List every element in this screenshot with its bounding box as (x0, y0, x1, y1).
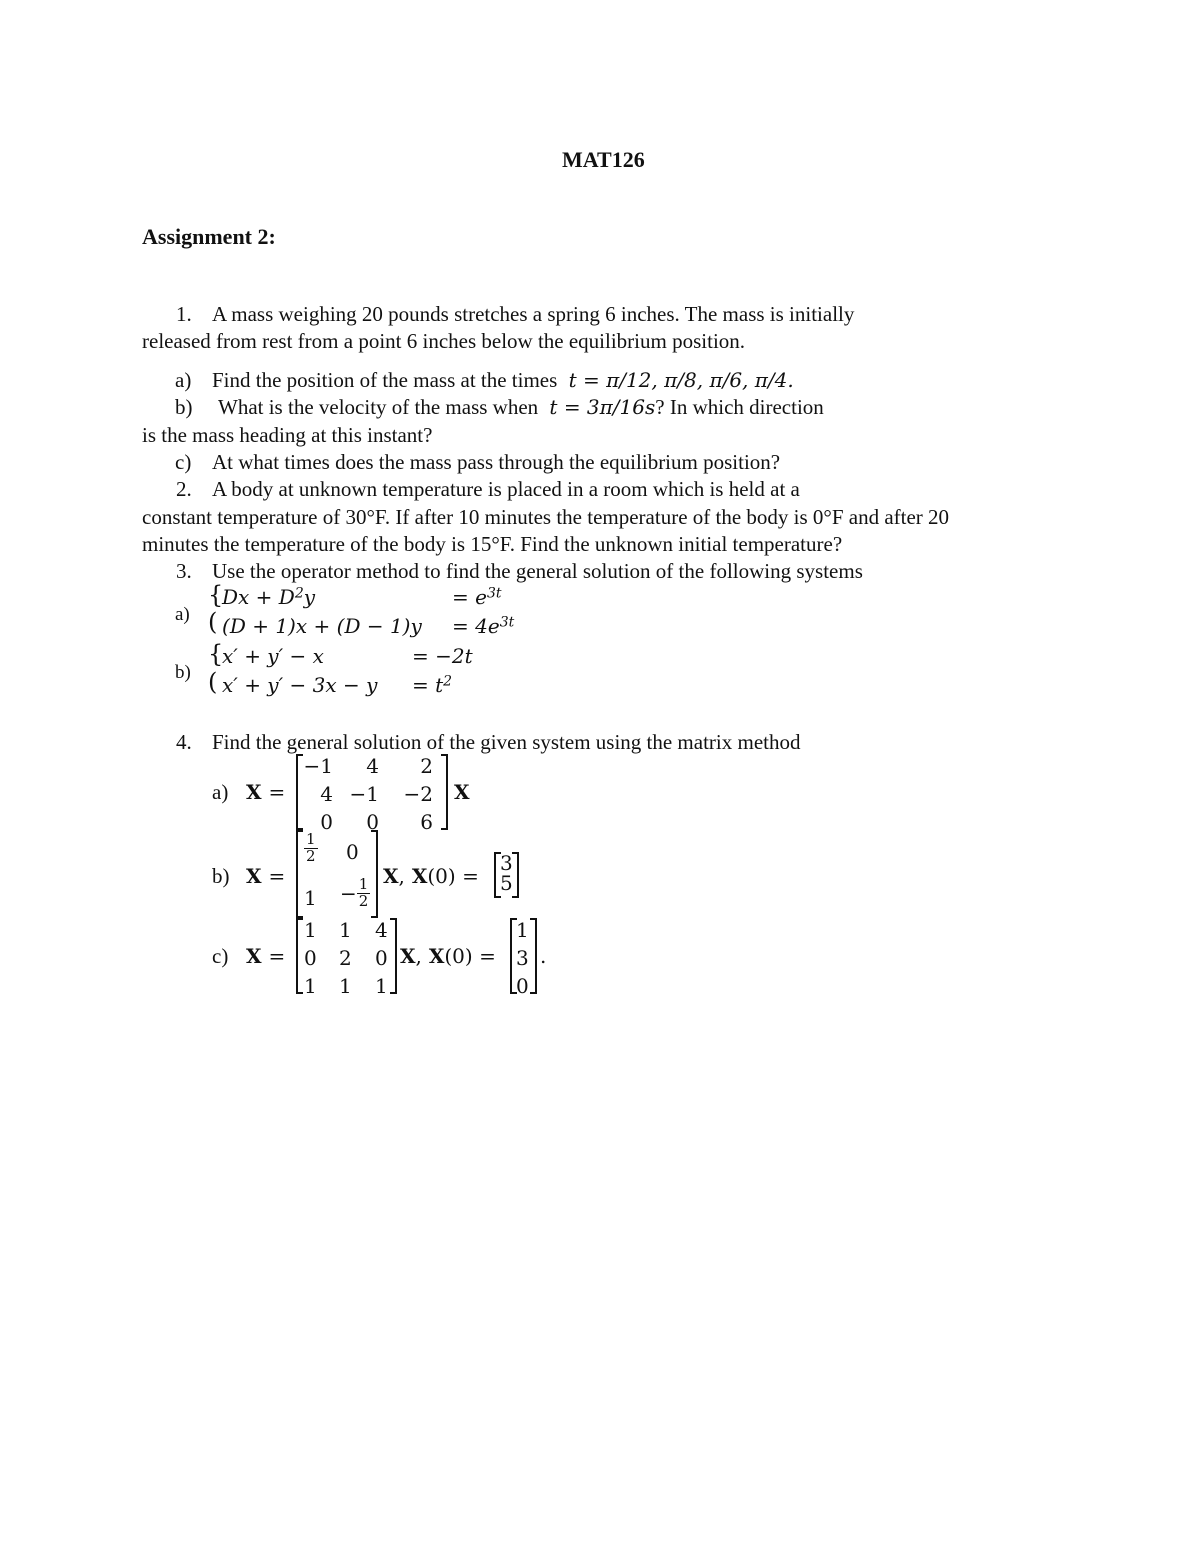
q4b-half-fraction: $\frac{1}{2}$ (306, 830, 316, 865)
q4a-cell-12: 4 (366, 754, 379, 778)
q3a-brace-icon: { (208, 581, 224, 609)
q4c-init-cell-31: 0 (516, 974, 529, 998)
q3a-eq2-lhs: (D + 1)x + (D − 1)y (222, 614, 422, 638)
q4-text: Find the general solution of the given system using the matrix method (212, 730, 801, 754)
q1a-label: a) (175, 368, 192, 392)
q4c-rhs: X, X(0) = (400, 944, 496, 968)
q1-number: 1. (176, 302, 192, 326)
q4c-right-bracket (390, 918, 397, 994)
q4b-init-1: 3 (500, 851, 513, 875)
q1c-label: c) (175, 450, 192, 474)
q4a-cell-31: 0 (320, 810, 333, 834)
q4c-cell-13: 4 (375, 918, 388, 942)
assignment-heading: Assignment 2: (142, 224, 276, 249)
q4a-cell-22: −1 (349, 782, 379, 806)
q3b-eq2-rhs: = $t^2$ (412, 673, 453, 697)
q4c-init-right-bracket (530, 918, 537, 994)
q4b-init-right-bracket (512, 852, 519, 898)
q4c-cell-21: 0 (304, 946, 317, 970)
q3-number: 3. (176, 559, 192, 583)
q4b-cell-21: 1 (304, 886, 317, 910)
q4a-cell-13: 2 (420, 754, 433, 778)
q3b-eq2-lhs: x′ + y′ − 3x − y (222, 673, 378, 697)
q4c-period: . (540, 944, 547, 968)
q4c-left-bracket (296, 918, 303, 994)
q1b-text-tail: ? In which direction (655, 395, 824, 419)
q4c-label: c) (212, 944, 229, 968)
q4c-x-lhs: X = (246, 944, 286, 968)
q4a-cell-23: −2 (403, 782, 433, 806)
q3b-eq1-lhs: x′ + y′ − x (222, 644, 324, 668)
q4b-neg-half-fraction: $\frac{1}{2}$ (358, 875, 369, 910)
q4c-cell-12: 1 (339, 918, 352, 942)
course-title: MAT126 (562, 147, 645, 172)
q2-line2: constant temperature of 30°F. If after 10 minutes the temperature of the body is 0°F and after 20 (142, 505, 950, 529)
q4a-cell-11: −1 (303, 754, 333, 778)
q3a-brace-bottom-icon: ( (208, 608, 218, 636)
q3a-eq2-rhs: = $4e^{3t}$ (452, 614, 515, 638)
q1b-label: b) (175, 395, 193, 419)
q3b-brace-icon: { (208, 640, 224, 668)
q4c-cell-23: 0 (375, 946, 388, 970)
q1-line1: A mass weighing 20 pounds stretches a spring 6 inches. The mass is initially (212, 302, 855, 326)
q4c-cell-32: 1 (339, 974, 352, 998)
q1a-math: t = π/12, π/8, π/6, π/4. (568, 368, 794, 392)
q4c-init-cell-11: 1 (516, 918, 529, 942)
q4c-init-cell-21: 3 (516, 946, 529, 970)
q4c-cell-31: 1 (304, 974, 317, 998)
q3b-eq1-rhs: = −2t (412, 644, 473, 668)
q4b-right-bracket (371, 830, 378, 918)
q3-text: Use the operator method to find the general solution of the following systems (212, 559, 863, 583)
q4c-cell-22: 2 (339, 946, 352, 970)
q4b-cell-22: − $\frac{1}{2}$ (340, 875, 369, 910)
q1a-text-body: Find the position of the mass at the times (212, 368, 558, 392)
q3b-label: b) (175, 662, 191, 683)
q4b-cell-11 (304, 832, 318, 865)
q3a-eq1-rhs: = $e^{3t}$ (452, 585, 502, 609)
q4a-left-bracket (296, 754, 303, 830)
q2-line3: minutes the temperature of the body is 15°F. Find the unknown initial temperature? (142, 532, 843, 556)
q4c-cell-11: 1 (304, 918, 317, 942)
q4a-cell-21: 4 (320, 782, 333, 806)
q4-number: 4. (176, 730, 192, 754)
q4b-x-lhs: X = (246, 864, 286, 888)
q4b-init-2: 5 (500, 871, 513, 895)
q1a-text (212, 370, 794, 391)
q3a-label: a) (175, 604, 190, 625)
q4b-left-bracket (296, 830, 303, 918)
q1b-text (218, 397, 824, 418)
q3a-eq1-lhs: $Dx + D^2y$ (222, 585, 316, 609)
q4b-rhs: X, X(0) = (383, 864, 479, 888)
q4c-cell-33: 1 (375, 974, 388, 998)
q4a-x-lhs: X = (246, 780, 286, 804)
q4a-label: a) (212, 780, 229, 804)
q1-line2: released from rest from a point 6 inches below the equilibrium position. (142, 329, 746, 353)
q3b-brace-bottom-icon: ( (208, 668, 218, 696)
q4a-right-bracket (441, 754, 448, 830)
q4b-label: b) (212, 864, 230, 888)
q4b-cell-12: 0 (346, 840, 359, 864)
q2-number: 2. (176, 477, 192, 501)
q1b-math: t = 3π/16s (549, 395, 656, 419)
q1b-text-body: What is the velocity of the mass when (218, 395, 539, 419)
q4a-x-rhs: X (454, 780, 470, 804)
q4a-cell-33: 6 (420, 810, 433, 834)
q2-line1: A body at unknown temperature is placed in a room which is held at a (212, 477, 800, 501)
q1b-line2: is the mass heading at this instant? (142, 423, 433, 447)
q4a-cell-32: 0 (366, 810, 379, 834)
q1c-text: At what times does the mass pass through the equilibrium position? (212, 450, 781, 474)
